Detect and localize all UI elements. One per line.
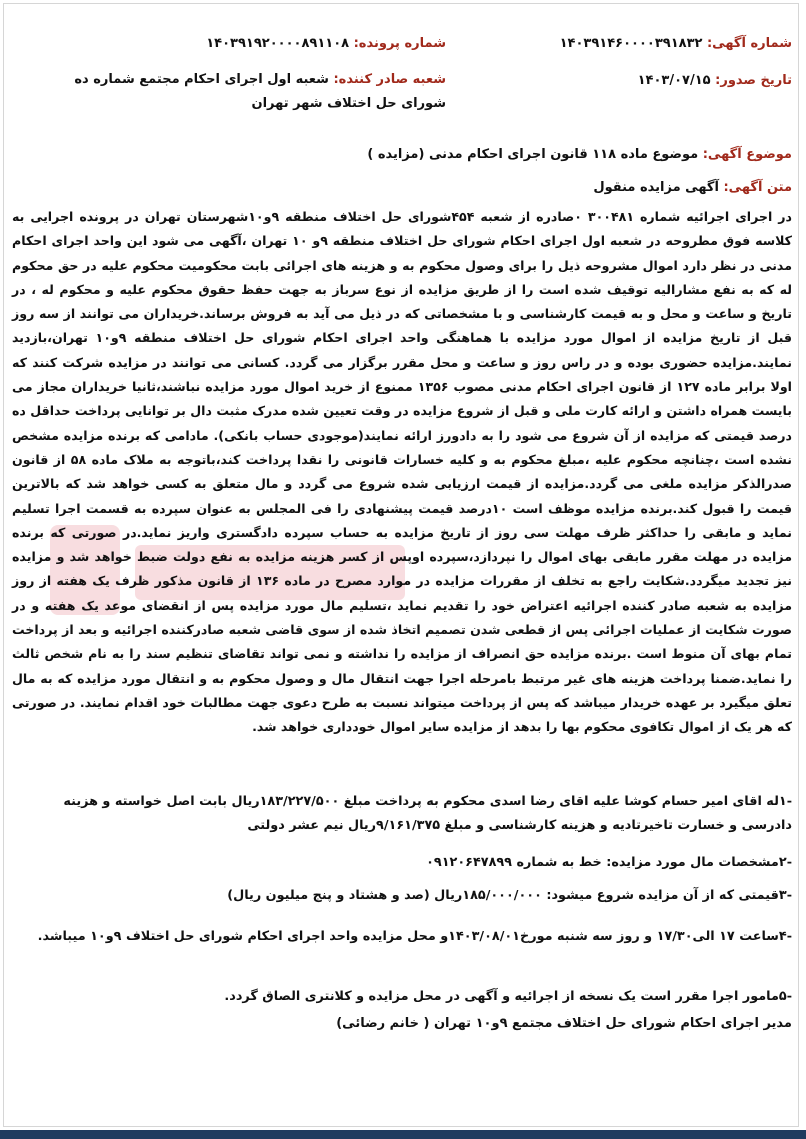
signature-line: مدیر اجرای احکام شورای حل اختلاف مجتمع ۹و۱۰ تهران ( خانم رضائی) [336,1016,792,1031]
list-item-2: -۲مشخصات مال مورد مزایده: خط به شماره ۰۹۱۲۰۶۴۷۸۹۹ [426,855,792,870]
issue-date-value: ۱۴۰۳/۰۷/۱۵ [637,73,711,88]
issuer-label: شعبه صادر کننده: [333,72,446,87]
text-heading-value: آگهی مزایده منقول [593,180,719,195]
ad-number-label: شماره آگهی: [706,36,792,51]
subject-label: موضوع آگهی: [702,147,792,162]
body-paragraph: در اجرای اجرائیه شماره ۳۰۰۴۸۱ ۰صادره از شعبه ۴۵۴شورای حل اختلاف منطقه ۹و۱۰شهرستان تهران در پرونده اجرایی به کلاسه فوق مطروحه در شعبه اول اجرای احکام شورای حل اختلاف منطقه ۹و ۱۰ تهران ،آگهی می شود این واحد اجرای احکام مدنی در نظر دارد اموال مشروحه ذیل را برای وصول محکوم به و هزینه های اجرائی بابت محکومیت محکوم علیه در حق محکوم له که به نفع مشارالیه توقیف شده است را از طریق مزایده از نوع سرباز به جهت حفظ حقوق محکوم علیه و محکوم له ، در تاریخ و ساعت و محل و به قیمت کارشناسی و با مشخصاتی که در ذیل می آید به فروش برساند.خریداران می توانند از سه روز قبل از تاریخ مزایده از اموال مورد مزایده با هماهنگی واحد اجرای احکام شورای حل اختلاف منطقه ۹و۱۰ تهران،بازدید نمایند.مزایده حضوری بوده و در راس روز و ساعت و محل مقرر برگزار می گردد. کسانی می توانند در مزایده شرکت کنند که اولا برابر ماده ۱۲۷ از قانون اجرای احکام مدنی مصوب ۱۳۵۶ ممنوع از خرید اموال مورد مزایده نباشند،ثانیا خریداران مجاز می بایست همراه داشتن و ارائه کارت ملی و قبل از شروع مزایده در وقت تعیین شده مدرک مثبت دال بر توانایی پرداخت حداقل ده درصد قیمتی که مزایده از آن شروع می شود را به دادورز ارائه نمایند(موجودی حساب بانکی). مادامی که برنده مزایده مشخص نشده است ،چنانچه محکوم علیه ،مبلغ محکوم به و کلیه خسارات قانونی را نقدا پرداخت کند،باتوجه به ملاک ماده ۵۸ از قانون صدرالذکر مزایده ملغی می گردد.مزایده از قیمت ارزیابی شده شروع می گردد و مال متعلق به کسی خواهد شد که بالاترین قیمت را قبول کند.برنده مزایده موظف است ۱۰درصد قیمت پیشنهادی را فی المجلس به عنوان سپرده به قسمت اجرا تسلیم نماید و مابقی را حداکثر ظرف مهلت سی روز از تاریخ مزایده به حساب سپرده دادگستری واریز نماید.در صورتی که برنده مزایده در مهلت مقرر مابقی بهای اموال را نپردازد،سپرده اوپس از کسر هزینه مزایده به نفع دولت ضبط خواهد شد و مزایده نیز تجدید میگردد.شکایت راجع به تخلف از مقررات مزایده در موارد مصرح در ماده ۱۳۶ از قانون مذکور ظرف یک هفته از روز مزایده به شعبه صادر کننده اجرائیه اعتراض خود را تقدیم نماید ،تسلیم مال مورد مزایده پس از انقضای موعد یک هفته و در صورت شکایت از عملیات اجرائی پس از قطعی شدن تصمیم اتخاذ شده از سوی قاضی شعبه صادرکننده اجرائیه و بعد از پرداخت تمام بهای آن منوط است .برنده مزایده حق انصراف از مزایده را نداشته و نمی تواند تقاضای تنظیم سند را به نام شخص ثالث را نماید.ضمنا پرداخت هزینه های غیر مرتبط بامرحله اجرا جهت انتقال مال و وصول محکوم به و انتقال مورد مزایده که به مال تعلق میگیرد بر عهده خریدار میباشد که پس از پرداخت میتواند نسبت به طرح دعوی جهت مطالبات خود اقدام نمایند. در صورتی که هر یک از اموال تکافوی محکوم بها را بدهد از مزایده سایر اموال خودداری خواهد شد. [12,209,793,735]
list-item-3: -۳قیمتی که از آن مزایده شروع میشود: ۱۸۵/۰۰۰/۰۰۰ریال (صد و هشتاد و پنج میلیون ریال) [227,888,792,903]
list-item-4: -۴ساعت ۱۷ الی۱۷/۳۰ و روز سه شنبه مورخ۱۴۰۳/۰۸/۰۱و محل مزایده واحد اجرای احکام شورای حل اختلاف ۹و۱۰ میباشد. [37,929,792,944]
file-number-value: ۱۴۰۳۹۱۹۲۰۰۰۰۸۹۱۱۰۸ [206,36,350,51]
text-heading-label: متن آگهی: [723,180,792,195]
issuer [36,68,446,116]
file-number-label: شماره پرونده: [353,36,446,51]
subject [367,147,792,162]
bottom-bar [0,1130,806,1139]
list-item-1: -۱له اقای امیر حسام کوشا علیه اقای رضا اسدی محکوم به پرداخت مبلغ ۱۸۳/۲۲۷/۵۰۰ریال بابت اصل خواسته و هزینه دادرسی و خسارت تاخیرتادیه و هزینه کارشناسی و مبلغ ۹/۱۶۱/۳۷۵ریال نیم عشر دولتی [63,794,792,833]
text-heading [593,180,792,195]
issue-date [638,73,792,88]
list-item-5: -۵مامور اجرا مقرر است یک نسخه از اجرائیه و آگهی در محل مزایده و کلانتری الصاق گردد. [224,989,792,1004]
issue-date-label: تاریخ صدور: [715,73,792,88]
ad-number-value: ۱۴۰۳۹۱۴۶۰۰۰۰۳۹۱۸۳۲ [559,36,703,51]
ad-number [560,36,792,51]
file-number [206,36,446,51]
subject-value: موضوع ماده ۱۱۸ قانون اجرای احکام مدنی (مزایده ) [367,147,699,162]
issuer-value: شعبه اول اجرای احکام مجتمع شماره ده شورای حل اختلاف شهر تهران [74,72,446,111]
